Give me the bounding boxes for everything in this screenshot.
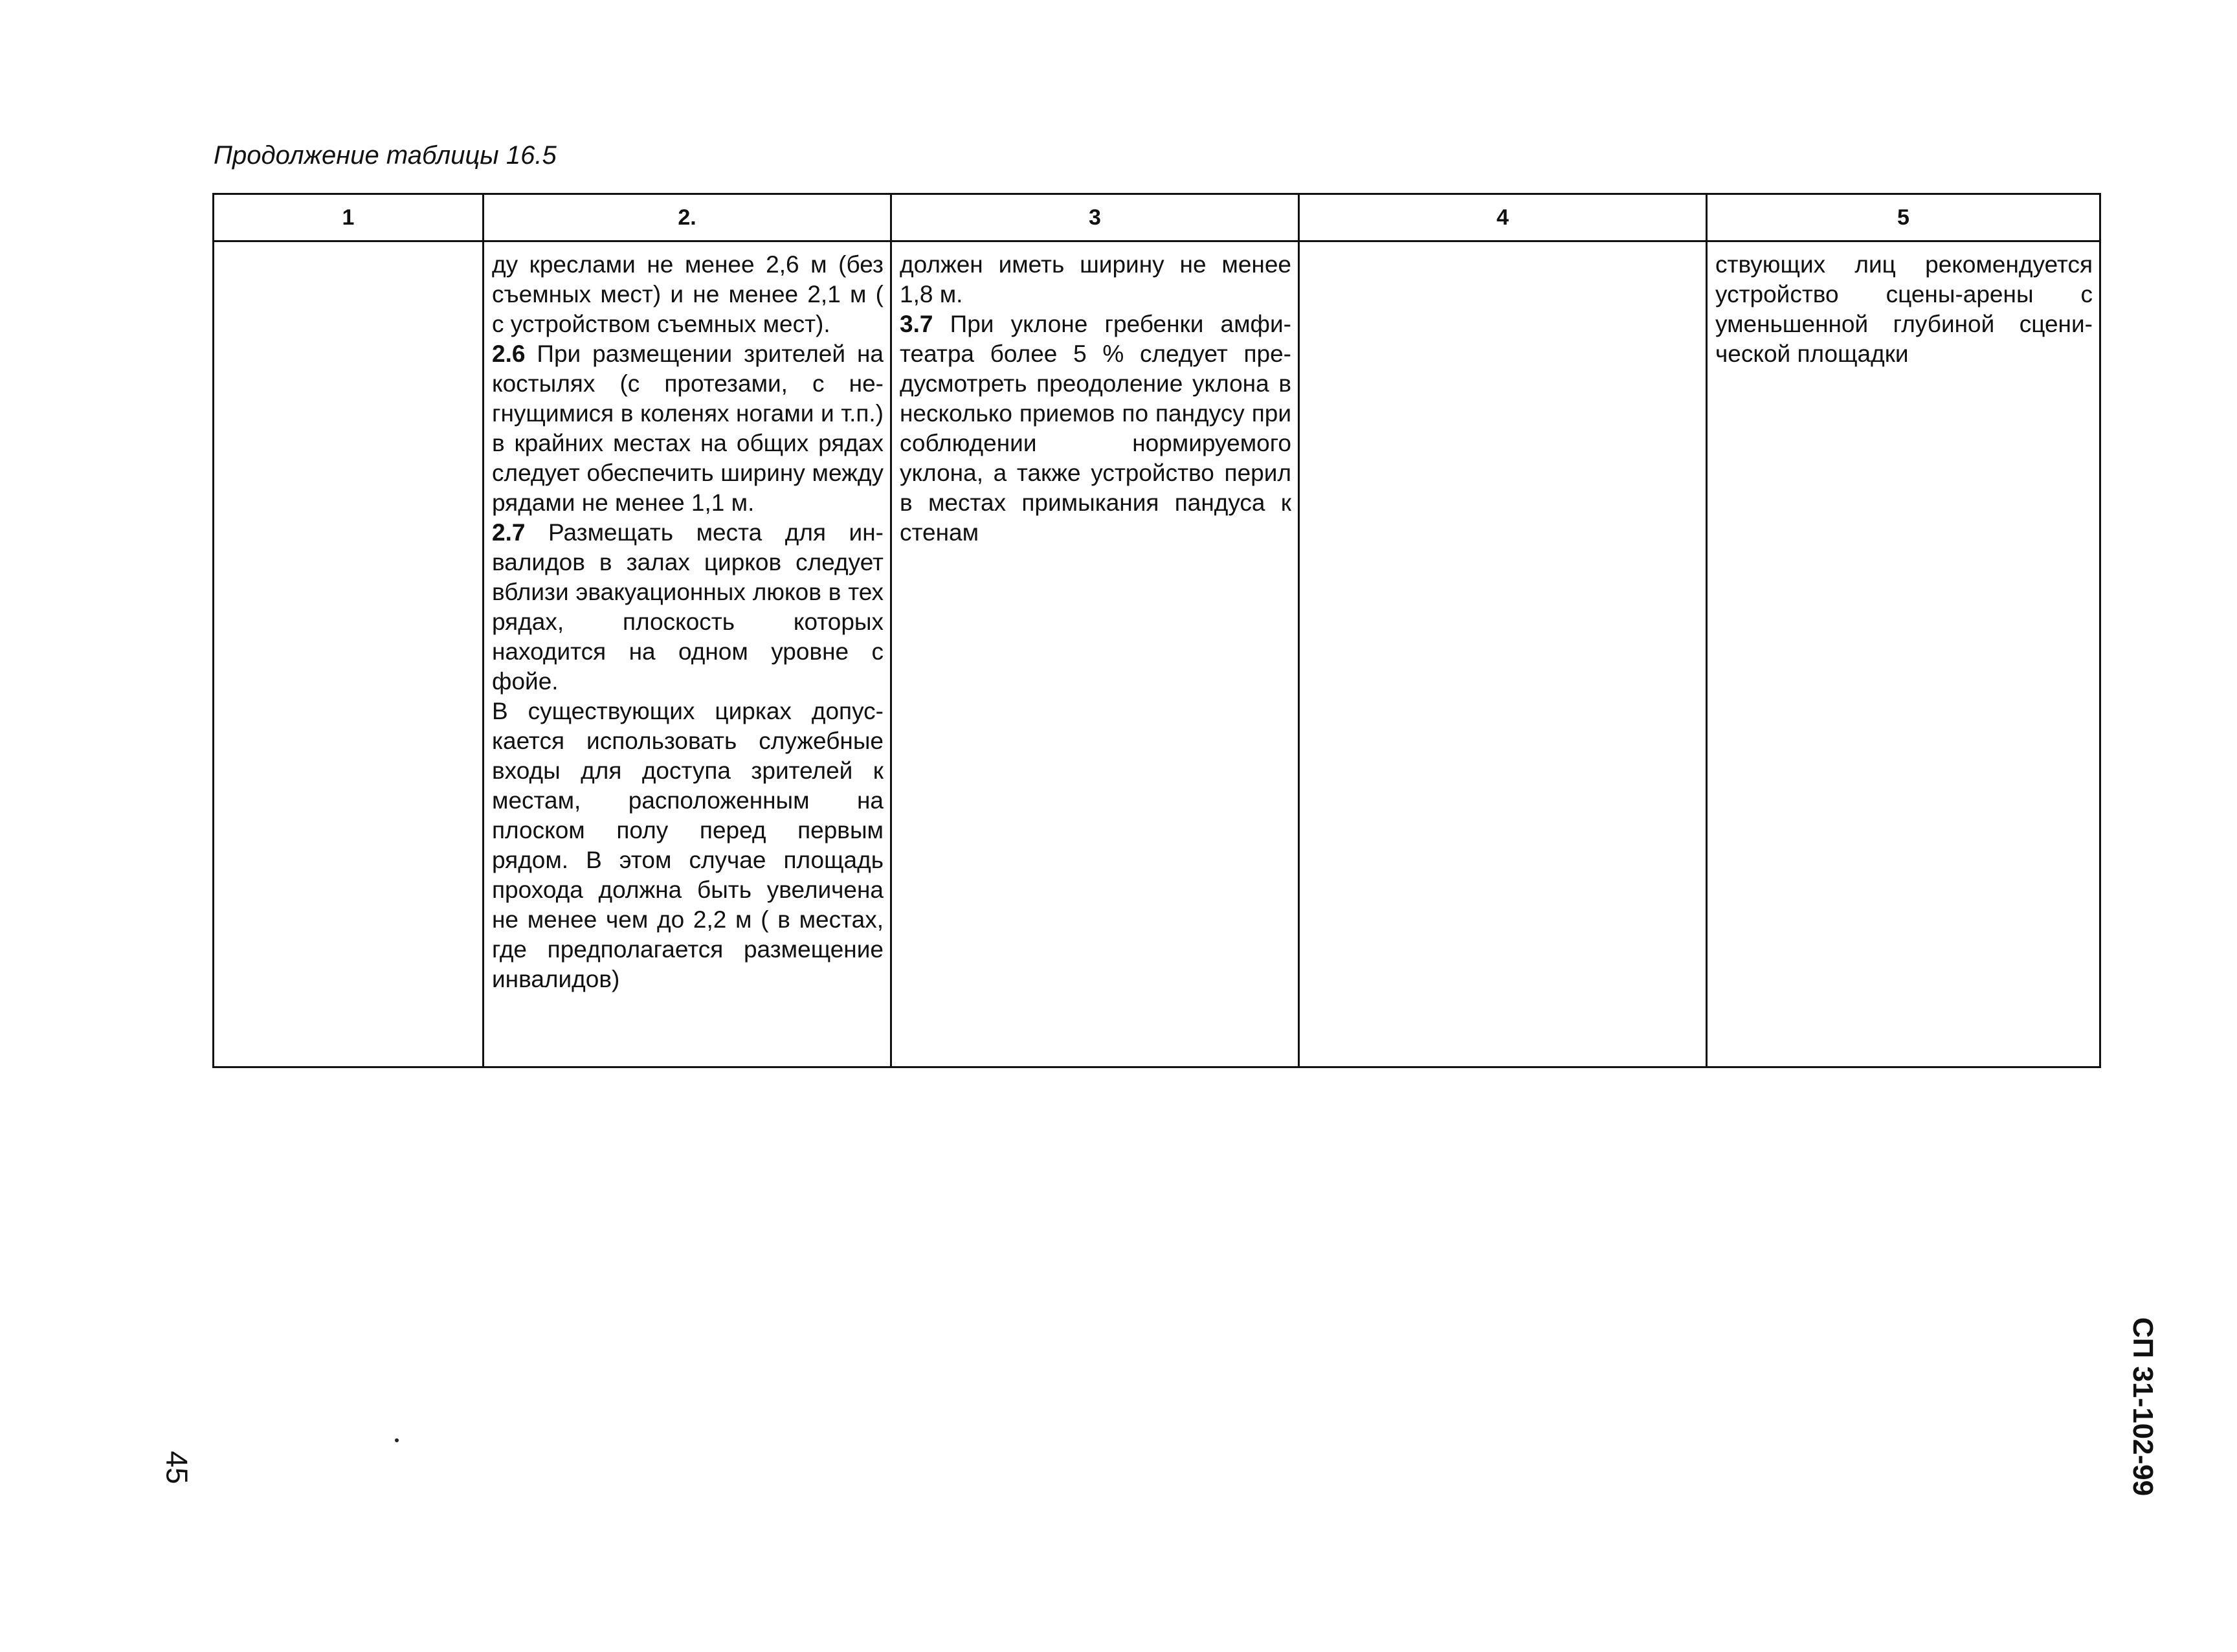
paragraph-text: ствующих лиц рекомендуется устройство сцены-арены с уменьшенной глубиной сценической площадки bbox=[1715, 251, 2093, 367]
cell-paragraph bbox=[492, 518, 884, 697]
cell-paragraph bbox=[900, 250, 1291, 309]
paragraph-text: Размещать места для инвалидов в залах цирков следует вблизи эвакуационных люков в тех рядах, плоскость которых находится на одном уровне с фойе. bbox=[492, 519, 884, 695]
cell-paragraph bbox=[492, 250, 884, 339]
cell-col-2 bbox=[484, 241, 891, 1067]
stray-dot bbox=[395, 1438, 399, 1442]
document-code: СП 31-102-99 bbox=[2127, 1317, 2159, 1497]
cell-paragraph bbox=[492, 697, 884, 994]
column-header-4: 4 bbox=[1299, 194, 1707, 241]
column-header-3: 3 bbox=[891, 194, 1299, 241]
cell-paragraph bbox=[1715, 250, 2093, 369]
continuation-table bbox=[212, 193, 2101, 1068]
cell-paragraph bbox=[492, 339, 884, 518]
paragraph-text: При уклоне гребенки амфитеатра более 5 % следует предусмотреть преодоление уклона в несколько приемов по пандусу при соблюдении нормируемого уклона, а также устройство перил в местах примыкания пандуса к стенам bbox=[900, 311, 1291, 546]
column-header-1: 1 bbox=[214, 194, 484, 241]
paragraph-number: 3.7 bbox=[900, 311, 933, 337]
page-number: 45 bbox=[160, 1451, 194, 1484]
paragraph-text: должен иметь ширину не менее 1,8 м. bbox=[900, 251, 1291, 307]
paragraph-text: При размещении зрителей на костылях (с протезами, с негнущимися в коленях ногами и т.п.) в крайних местах на общих рядах следует обеспечить ширину между рядами не менее 1,1 м. bbox=[492, 340, 884, 516]
table-row bbox=[214, 241, 2100, 1067]
column-header-5: 5 bbox=[1707, 194, 2100, 241]
cell-col-1 bbox=[214, 241, 484, 1067]
paragraph-text: В существующих цирках допускается использовать служебные входы для доступа зрителей к местам, расположенным на плоском полу перед первым рядом. В этом случае площадь прохода должна быть увеличена не менее чем до 2,2 м ( в местах, где предполагается размещение инвалидов) bbox=[492, 698, 884, 992]
cell-col-5 bbox=[1707, 241, 2100, 1067]
table-caption: Продолжение таблицы 16.5 bbox=[214, 141, 557, 170]
header-row bbox=[214, 194, 2100, 241]
paragraph-text: ду креслами не менее 2,6 м (без съемных мест) и не менее 2,1 м ( с устройством съемных мест). bbox=[492, 251, 884, 337]
cell-col-3 bbox=[891, 241, 1299, 1067]
cell-col-4 bbox=[1299, 241, 1707, 1067]
paragraph-number: 2.7 bbox=[492, 519, 526, 546]
paragraph-number: 2.6 bbox=[492, 340, 526, 367]
column-header-2: 2. bbox=[484, 194, 891, 241]
cell-paragraph bbox=[900, 309, 1291, 548]
